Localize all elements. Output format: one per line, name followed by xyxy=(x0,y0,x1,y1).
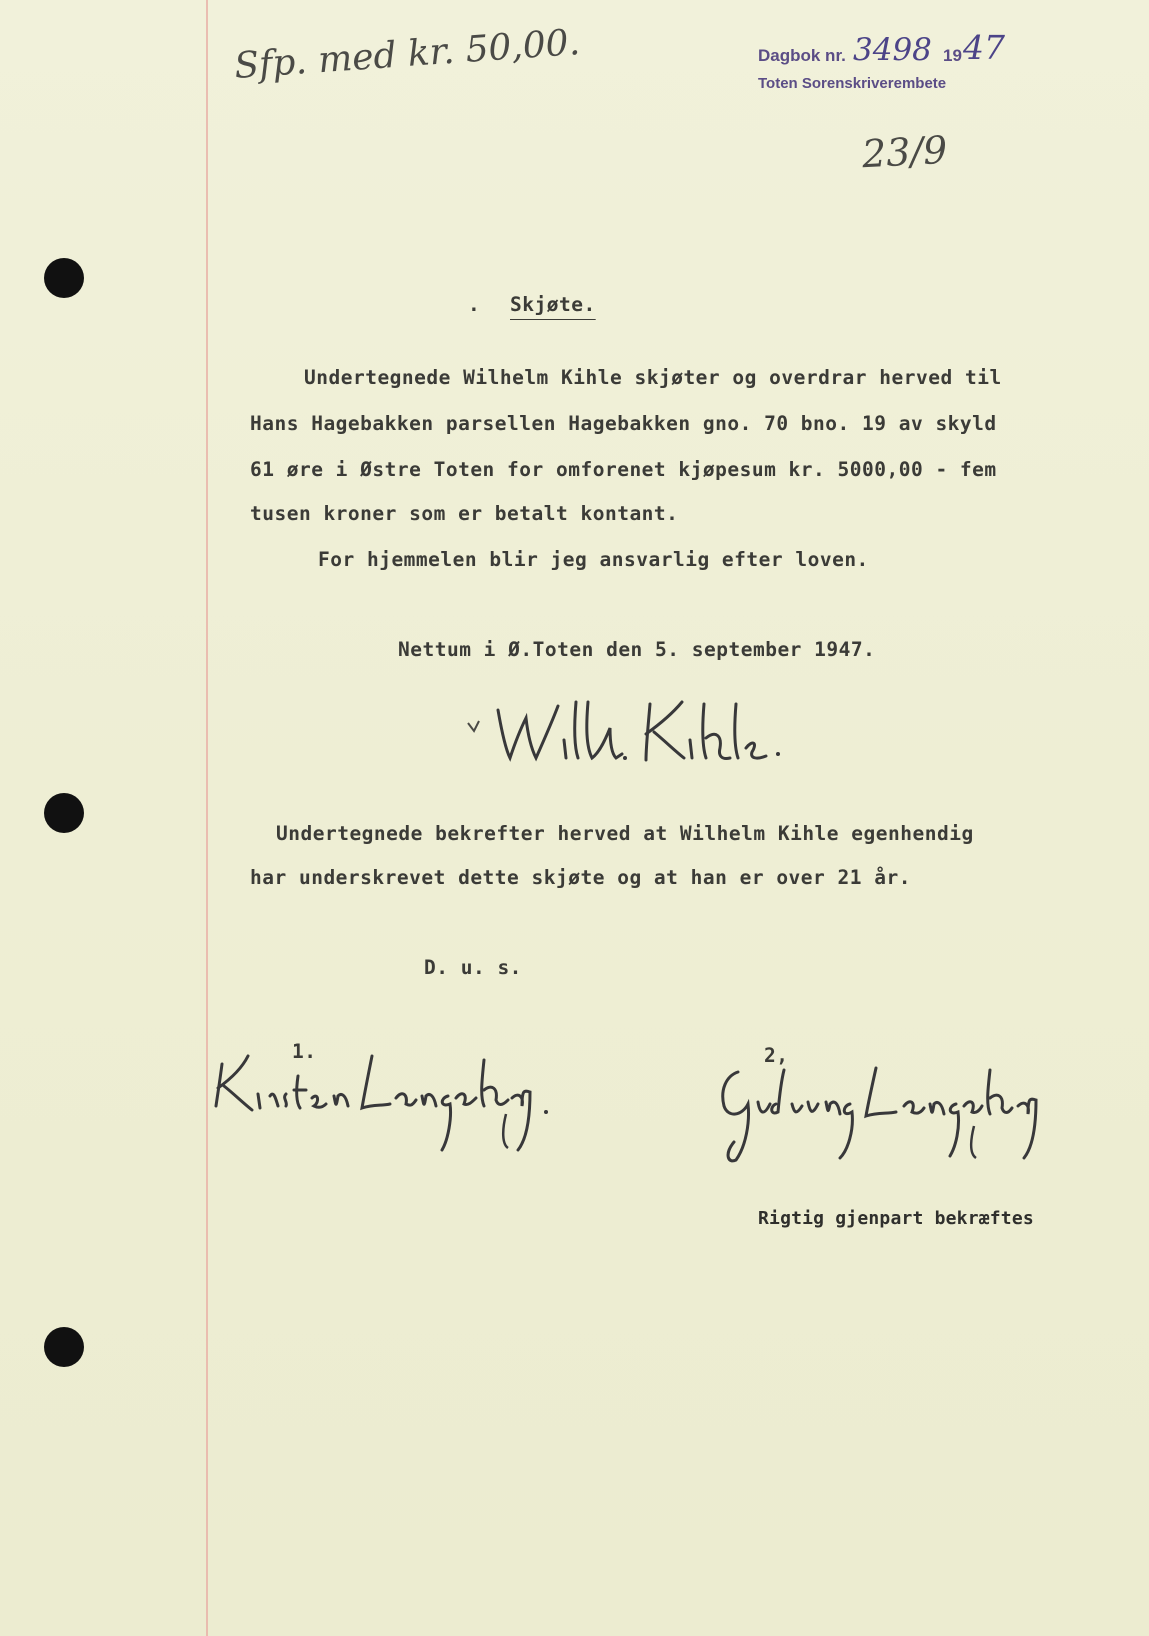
paragraph1-line3: 61 øre i Østre Toten for omforenet kjøpesum kr. 5000,00 - fem xyxy=(250,458,997,481)
witness1-number: 1. xyxy=(292,1040,317,1063)
certification-stamp: Rigtig gjenpart bekræftes xyxy=(758,1208,1034,1229)
document-title: Skjøte. xyxy=(510,293,596,316)
punch-hole-bottom xyxy=(44,1327,84,1367)
paragraph1-line2: Hans Hagebakken parsellen Hagebakken gno. 70 bno. 19 av skyld xyxy=(250,412,997,435)
stamp-year-suffix: 47 xyxy=(963,28,1005,67)
stamp-label: Dagbok nr. xyxy=(758,46,846,65)
date-note: 23/9 xyxy=(860,127,949,177)
witness1-signature xyxy=(212,1040,572,1164)
dus-note: D. u. s. xyxy=(424,956,522,979)
margin-line xyxy=(206,0,208,1636)
witness2-signature xyxy=(712,1050,1052,1174)
punch-hole-middle xyxy=(44,793,84,833)
stamp-year-prefix: 19 xyxy=(943,46,962,65)
stamp-number: 3498 xyxy=(853,32,932,68)
punch-hole-top xyxy=(44,258,84,298)
paragraph3-line1: Undertegnede bekrefter herved at Wilhelm Kihle egenhendig xyxy=(276,822,974,845)
paragraph3-line2: har underskrevet dette skjøte og at han er over 21 år. xyxy=(250,866,911,889)
paragraph1-line4: tusen kroner som er betalt kontant. xyxy=(250,502,679,525)
dot-marker: . xyxy=(468,293,481,316)
stamp-office: Toten Sorenskriverembete xyxy=(758,75,947,92)
paragraph1-line1: Undertegnede Wilhelm Kihle skjøter og overdrar herved til xyxy=(304,366,1002,389)
paragraph2: For hjemmelen blir jeg ansvarlig efter loven. xyxy=(318,548,869,571)
seller-signature xyxy=(460,688,790,782)
witness2-number: 2, xyxy=(764,1044,789,1067)
fee-note: Sfp. med kr. 50,00. xyxy=(232,21,582,88)
place-date: Nettum i Ø.Toten den 5. september 1947. xyxy=(398,638,876,661)
